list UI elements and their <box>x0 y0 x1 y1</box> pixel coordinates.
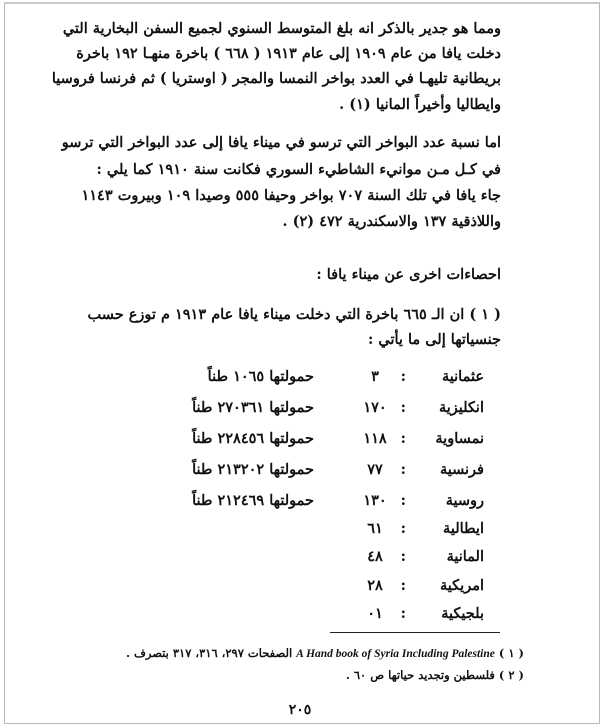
ship-colon: : <box>400 430 406 447</box>
ship-count: ٣ <box>371 368 379 385</box>
ship-colon: : <box>400 492 406 509</box>
ship-colon: : <box>400 605 406 622</box>
paragraph-2-line-3: جاء يافا في تلك السنة ٧٠٧ بواخر وحيفا ٥٥٥ وصيدا ١٠٩ وبيروت ١١٤٣ <box>81 187 501 204</box>
paragraph-1-line-1: ومما هو جدير بالذكر انه بلغ المتوسط السنوي لجميع السفن البخارية التي <box>62 20 501 37</box>
ship-count: ٧٧ <box>367 461 383 478</box>
ship-country: المانية <box>446 548 484 565</box>
section-heading: احصاءات اخرى عن ميناء يافا : <box>316 266 501 283</box>
ship-row <box>0 459 604 481</box>
ship-tonnage: حمولتها ٢٧٠٣٦١ طناً <box>192 399 314 416</box>
ship-tonnage: حمولتها ٢١٢٤٦٩ طناً <box>192 492 314 509</box>
footnote-1-title: A Hand book of Syria Including Palestine <box>296 648 495 660</box>
ship-tonnage: حمولتها ١٠٦٥ طناً <box>207 368 314 385</box>
ship-tonnage: حمولتها ٢١٣٢٠٢ طناً <box>192 461 314 478</box>
intro-line-2: جنسياتها إلى ما يأتي : <box>367 331 501 348</box>
paragraph-2-line-2: في كـل مـن موانيء الشاطيء السوري فكانت سنة ١٩١٠ كما يلي : <box>96 161 501 178</box>
ship-row <box>0 575 604 597</box>
paragraph-2-line-1: اما نسبة عدد البواخر التي ترسو في ميناء يافا إلى عدد البواخر التي ترسو <box>61 134 501 151</box>
ship-colon: : <box>400 461 406 478</box>
footnote-2 <box>346 667 524 683</box>
ship-colon: : <box>400 577 406 594</box>
ship-country: عثمانية <box>441 368 484 385</box>
footnote-2-text: فلسطين وتجديد حياتها ص ٦٠ . <box>345 668 495 682</box>
ship-row <box>0 428 604 450</box>
ship-tonnage: حمولتها ٢٢٨٤٥٦ طناً <box>192 430 314 447</box>
ship-colon: : <box>400 368 406 385</box>
ship-row <box>0 490 604 512</box>
page-number: ٢٠٥ <box>288 702 312 718</box>
paragraph-1-line-2: دخلت يافا من عام ١٩٠٩ إلى عام ١٩١٣ ( ٦٦٨ ) باخرة منهـا ١٩٢ باخرة <box>76 45 501 62</box>
ship-row <box>0 518 604 540</box>
ship-row <box>0 397 604 419</box>
ship-count: ١١٨ <box>363 430 387 447</box>
ship-count: ١٣٠ <box>363 492 387 509</box>
ship-colon: : <box>400 520 406 537</box>
footnote-rule <box>330 632 500 633</box>
ship-count: ٤٨ <box>367 548 383 565</box>
ship-country: ايطالية <box>443 520 484 537</box>
paragraph-1-line-3: بريطانية تليهـا في العدد بواخر النمسا والمجر ( اوستريا ) ثم فرنسا فروسيا <box>51 70 501 87</box>
footnote-1-marker: ( ١ ) <box>498 646 524 660</box>
ship-country: روسية <box>445 492 484 509</box>
ship-count: ٦١ <box>367 520 383 537</box>
ship-colon: : <box>400 399 406 416</box>
footnote-2-marker: ( ٢ ) <box>498 668 524 682</box>
ship-country: نمساوية <box>435 430 484 447</box>
ship-row <box>0 366 604 388</box>
footnote-1 <box>126 645 524 662</box>
paragraph-1-line-4: وايطاليا وأخيراً المانيا (١) . <box>339 96 501 113</box>
ship-country: انكليزية <box>438 399 484 416</box>
paragraph-2-line-4: واللاذقية ١٣٧ والاسكندرية ٤٧٢ (٢) . <box>282 213 501 230</box>
intro-line-1: ( ١ ) ان الـ ٦٦٥ باخرة التي دخلت ميناء يافا عام ١٩١٣ م توزع حسب <box>87 306 501 323</box>
ship-count: ٠١ <box>367 605 383 622</box>
ship-country: فرنسية <box>439 461 484 478</box>
ship-row <box>0 603 604 625</box>
ship-country: بلجيكية <box>441 605 484 622</box>
ship-country: امريكية <box>440 577 484 594</box>
footnote-1-pages: الصفحات ٢٩٧، ٣١٦، ٣١٧ بتصرف . <box>125 646 293 660</box>
ship-row <box>0 546 604 568</box>
ship-count: ١٧٠ <box>363 399 387 416</box>
ship-count: ٢٨ <box>367 577 383 594</box>
ship-colon: : <box>400 548 406 565</box>
